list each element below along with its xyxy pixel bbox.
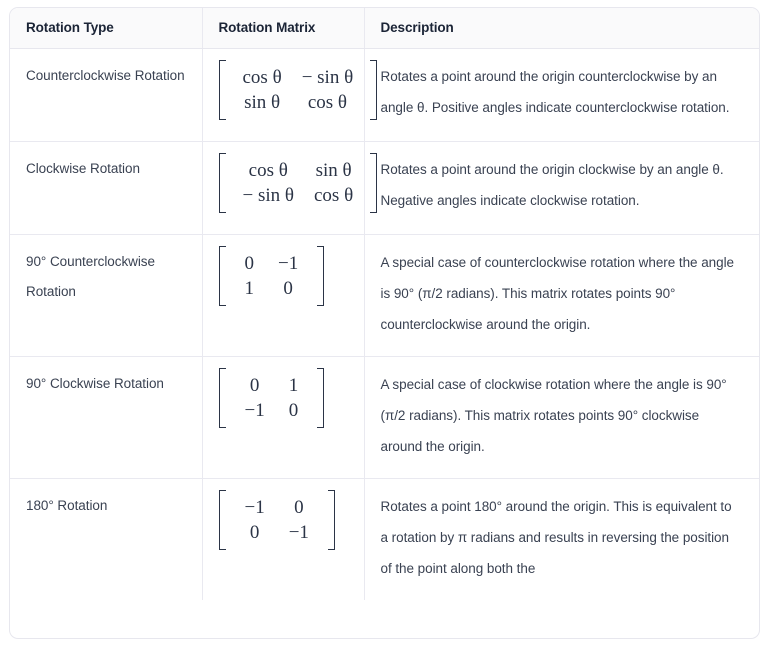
cell-description: Rotates a point around the origin counterclockwise by an angle θ. Positive angles indicate counterclockwise rotation.: [364, 49, 759, 142]
cell-description: A special case of clockwise rotation where the angle is 90° (π/2 radians). This matrix rotates points 90° clockwise around the origin.: [364, 357, 759, 479]
cell-rotation-type: 90° Counterclockwise Rotation: [10, 235, 202, 357]
table-header: [10, 8, 759, 49]
matrix-right-bracket: [370, 60, 377, 120]
cell-rotation-matrix: [202, 479, 364, 601]
matrix-grid: [226, 368, 318, 428]
matrix-entry: 0: [249, 522, 260, 543]
matrix-90-clockwise: [219, 368, 325, 428]
matrix-left-bracket: [219, 368, 226, 428]
cell-rotation-matrix: [202, 49, 364, 142]
matrix-left-bracket: [219, 153, 226, 213]
matrix-right-bracket: [328, 490, 335, 550]
cell-rotation-matrix: [202, 235, 364, 357]
matrix-entry: 0: [249, 375, 260, 396]
cell-rotation-type: Counterclockwise Rotation: [10, 49, 202, 142]
matrix-entry: sin θ: [315, 160, 352, 181]
rotation-matrix-table-container: [9, 7, 760, 639]
matrix-clockwise: [219, 153, 378, 213]
matrix-90-counterclockwise: [219, 246, 325, 306]
matrix-entry: 0: [294, 497, 304, 518]
cell-rotation-type: Clockwise Rotation: [10, 142, 202, 235]
matrix-grid: [226, 60, 371, 120]
matrix-entry: 0: [288, 400, 299, 421]
rotation-matrix-table: [10, 8, 759, 600]
matrix-entry: cos θ: [314, 185, 354, 206]
matrix-entry: −1: [288, 522, 309, 543]
cell-description: Rotates a point 180° around the origin. This is equivalent to a rotation by π radians and results in reversing the position of the point along both the: [364, 479, 759, 601]
matrix-entry: 1: [244, 278, 254, 299]
cell-description: A special case of counterclockwise rotation where the angle is 90° (π/2 radians). This matrix rotates points 90° counterclockwise around the origin.: [364, 235, 759, 357]
matrix-grid: [226, 490, 328, 550]
matrix-entry: cos θ: [248, 160, 288, 181]
matrix-counterclockwise: [219, 60, 378, 120]
table-row: [10, 142, 759, 235]
table-row: [10, 357, 759, 479]
matrix-left-bracket: [219, 490, 226, 550]
column-header-rotation-type: Rotation Type: [10, 8, 202, 49]
matrix-entry: −1: [278, 253, 299, 274]
table-header-row: [10, 8, 759, 49]
cell-rotation-matrix: [202, 357, 364, 479]
table-body: [10, 49, 759, 601]
matrix-entry: − sin θ: [301, 67, 354, 88]
matrix-entry: 1: [288, 375, 299, 396]
table-row: [10, 235, 759, 357]
matrix-entry: cos θ: [307, 92, 348, 113]
column-header-rotation-matrix: Rotation Matrix: [202, 8, 364, 49]
table-row: [10, 49, 759, 142]
matrix-right-bracket: [370, 153, 377, 213]
matrix-entry: − sin θ: [242, 185, 294, 206]
matrix-entry: −1: [244, 400, 265, 421]
matrix-entry: −1: [244, 497, 265, 518]
column-header-description: Description: [364, 8, 759, 49]
matrix-left-bracket: [219, 246, 226, 306]
matrix-entry: 0: [244, 253, 254, 274]
cell-rotation-type: 90° Clockwise Rotation: [10, 357, 202, 479]
matrix-grid: [226, 246, 318, 306]
table-row: [10, 479, 759, 601]
matrix-entry: 0: [283, 278, 293, 299]
cell-rotation-type: 180° Rotation: [10, 479, 202, 601]
matrix-180-rotation: [219, 490, 335, 550]
matrix-right-bracket: [317, 246, 324, 306]
matrix-entry: sin θ: [244, 92, 281, 113]
matrix-left-bracket: [219, 60, 226, 120]
cell-rotation-matrix: [202, 142, 364, 235]
cell-description: Rotates a point around the origin clockwise by an angle θ. Negative angles indicate clockwise rotation.: [364, 142, 759, 235]
matrix-grid: [226, 153, 371, 213]
matrix-entry: cos θ: [242, 67, 282, 88]
matrix-right-bracket: [317, 368, 324, 428]
